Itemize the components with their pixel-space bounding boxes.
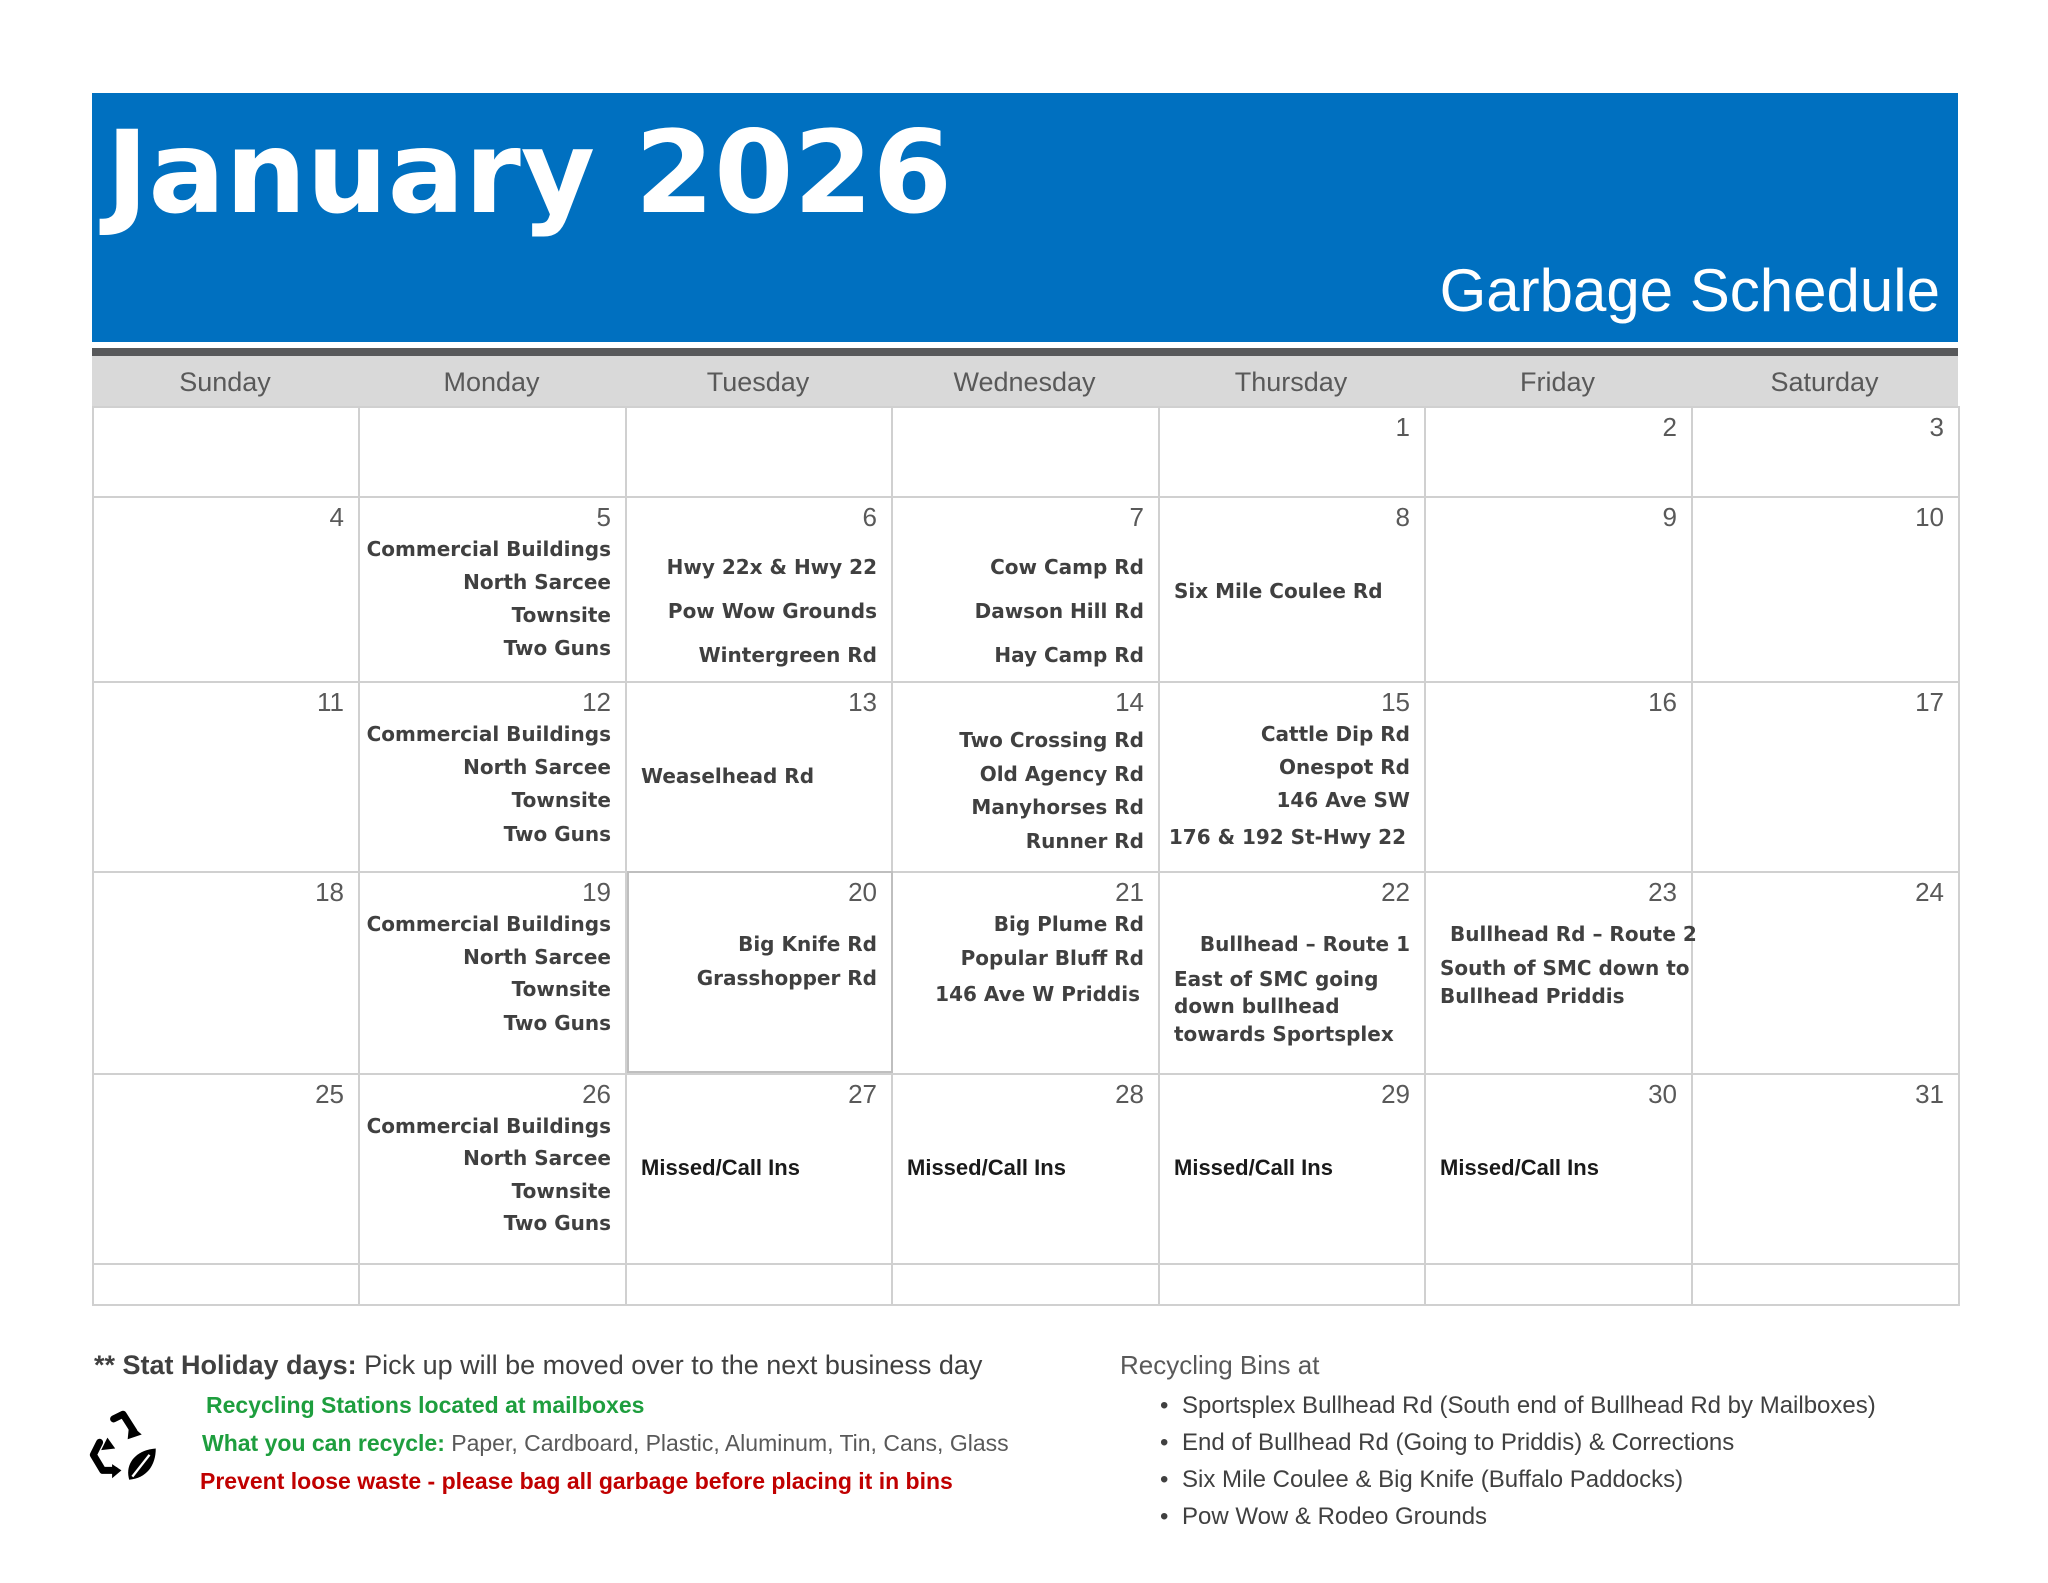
route-entry: 176 & 192 St-Hwy 22 (1168, 825, 1406, 849)
day-cell (1693, 496, 1960, 681)
stat-prefix: ** (94, 1350, 123, 1380)
day-cell (94, 1263, 360, 1306)
route-entry: Commercial Buildings (366, 912, 611, 936)
route-entry: Commercial Buildings (366, 1114, 611, 1138)
day-number: 24 (1915, 877, 1944, 907)
weekday-label: Thursday (1234, 367, 1348, 397)
divider (92, 348, 1958, 356)
day-cell (94, 1073, 360, 1263)
calendar-grid (92, 406, 1958, 1306)
route-entry: Cow Camp Rd (990, 555, 1144, 579)
day-cell (1426, 406, 1693, 496)
day-cell (893, 1263, 1160, 1306)
weekday-label: Tuesday (706, 367, 810, 397)
stat-holiday-note (94, 1350, 982, 1381)
route-entry: Manyhorses Rd (971, 795, 1144, 819)
day-cell (1160, 1263, 1426, 1306)
route-entry: Two Guns (503, 822, 611, 846)
day-cell (94, 871, 360, 1073)
day-number: 19 (582, 877, 611, 907)
route-entry: Two Guns (503, 1011, 611, 1035)
route-entry: Big Plume Rd (993, 912, 1144, 936)
route-entry: towards Sportsplex (1174, 1022, 1394, 1046)
route-entry: Six Mile Coulee Rd (1174, 579, 1383, 603)
day-number: 18 (315, 877, 344, 907)
day-cell (893, 406, 1160, 496)
day-cell (1426, 1263, 1693, 1306)
day-cell (627, 1263, 893, 1306)
day-number: 14 (1115, 687, 1144, 717)
what-recycle-note (202, 1430, 1009, 1457)
route-entry: Dawson Hill Rd (974, 599, 1144, 623)
day-number: 29 (1381, 1079, 1410, 1109)
day-number: 31 (1915, 1079, 1944, 1109)
route-entry: Two Guns (503, 1211, 611, 1235)
route-entry: Bullhead – Route 1 (1199, 932, 1410, 956)
route-entry: Weaselhead Rd (641, 764, 815, 788)
day-cell (1426, 496, 1693, 681)
day-cell (360, 406, 627, 496)
day-cell (1693, 871, 1960, 1073)
route-entry: South of SMC down to (1440, 956, 1690, 980)
day-cell (627, 406, 893, 496)
day-cell (1693, 1263, 1960, 1306)
day-cell (1693, 681, 1960, 871)
route-entry: North Sarcee (463, 945, 611, 969)
day-number: 22 (1381, 877, 1410, 907)
route-entry: Bullhead Priddis (1440, 984, 1625, 1008)
recycle-icon (84, 1408, 162, 1486)
route-entry: Townsite (511, 788, 611, 812)
bin-location: • End of Bullhead Rd (Going to Priddis) & Corrections (1182, 1429, 1734, 1457)
day-number: 30 (1648, 1079, 1677, 1109)
bin-location: • Pow Wow & Rodeo Grounds (1182, 1503, 1487, 1531)
route-entry: Bullhead Rd – Route 2 (1450, 922, 1697, 946)
weekday-label: Sunday (179, 367, 271, 397)
what-text: Paper, Cardboard, Plastic, Aluminum, Tin, Cans, Glass (444, 1430, 1009, 1456)
route-entry: Onespot Rd (1278, 755, 1410, 779)
day-number: 20 (848, 877, 877, 907)
what-label: What you can recycle: (202, 1430, 445, 1456)
day-cell (893, 871, 1160, 1073)
route-entry: Grasshopper Rd (696, 966, 877, 990)
day-cell (360, 496, 627, 681)
day-cell (893, 681, 1160, 871)
day-number: 23 (1648, 877, 1677, 907)
weekday-label: Friday (1519, 367, 1595, 397)
route-entry: Cattle Dip Rd (1260, 722, 1410, 746)
route-entry: North Sarcee (463, 570, 611, 594)
day-cell (1426, 681, 1693, 871)
weekday-label: Saturday (1770, 367, 1879, 397)
day-cell (360, 871, 627, 1073)
stat-text: Pick up will be moved over to the next business day (356, 1350, 983, 1380)
route-entry: Two Guns (503, 636, 611, 660)
route-entry: down bullhead (1174, 994, 1340, 1018)
day-number: 1 (1395, 412, 1410, 442)
day-number: 6 (862, 502, 877, 532)
route-entry: North Sarcee (463, 755, 611, 779)
prevent-waste-note: Prevent loose waste - please bag all garbage before placing it in bins (200, 1468, 953, 1494)
day-cell (1426, 871, 1697, 1073)
day-cell (1160, 496, 1426, 681)
day-number: 17 (1915, 687, 1944, 717)
day-cell (1160, 871, 1426, 1073)
weekday-header (92, 356, 1958, 406)
day-number: 12 (582, 687, 611, 717)
route-entry: Two Crossing Rd (959, 728, 1144, 752)
day-number: 11 (317, 687, 344, 717)
day-cell (627, 681, 893, 871)
stat-label: Stat Holiday days: (122, 1350, 357, 1380)
day-number: 4 (329, 502, 344, 532)
route-entry: Hay Camp Rd (994, 643, 1144, 667)
missed-call-ins: Missed/Call Ins (641, 1155, 800, 1180)
route-entry: Commercial Buildings (366, 722, 611, 746)
day-number: 16 (1648, 687, 1677, 717)
weekday-label: Monday (443, 367, 540, 397)
route-entry: Townsite (511, 977, 611, 1001)
day-number: 8 (1395, 502, 1410, 532)
day-cell (627, 871, 893, 1073)
missed-call-ins: Missed/Call Ins (1174, 1155, 1333, 1180)
day-number: 2 (1662, 412, 1677, 442)
route-entry: Big Knife Rd (738, 932, 877, 956)
day-number: 10 (1915, 502, 1944, 532)
route-entry: North Sarcee (463, 1146, 611, 1170)
day-number: 3 (1929, 412, 1944, 442)
route-entry: East of SMC going (1174, 967, 1379, 991)
day-cell (360, 1073, 627, 1263)
recycling-bins-heading: Recycling Bins at (1120, 1350, 1320, 1380)
day-number: 26 (582, 1079, 611, 1109)
day-number: 13 (848, 687, 877, 717)
route-entry: Wintergreen Rd (698, 643, 877, 667)
day-number: 25 (315, 1079, 344, 1109)
day-cell (893, 496, 1160, 681)
day-number: 15 (1381, 687, 1410, 717)
day-number: 7 (1129, 502, 1144, 532)
route-entry: Old Agency Rd (979, 762, 1144, 786)
day-cell (1693, 406, 1960, 496)
route-entry: 146 Ave SW (1276, 788, 1410, 812)
route-entry: Runner Rd (1025, 829, 1144, 853)
day-cell (1160, 1073, 1426, 1263)
day-cell (94, 681, 360, 871)
day-cell (1160, 681, 1426, 871)
day-cell (360, 1263, 627, 1306)
recycling-stations-note: Recycling Stations located at mailboxes (206, 1392, 645, 1418)
day-cell (94, 406, 360, 496)
weekday-label: Wednesday (953, 367, 1096, 397)
missed-call-ins: Missed/Call Ins (1440, 1155, 1599, 1180)
day-cell (1426, 1073, 1693, 1263)
day-cell (360, 681, 627, 871)
page-title: January 2026 (106, 106, 953, 239)
day-cell (1160, 406, 1426, 496)
day-cell (627, 496, 893, 681)
day-cell (1693, 1073, 1960, 1263)
day-cell (94, 496, 360, 681)
route-entry: Popular Bluff Rd (960, 946, 1144, 970)
route-entry: Townsite (511, 1179, 611, 1203)
header-banner (92, 93, 1958, 342)
route-entry: Hwy 22x & Hwy 22 (666, 555, 877, 579)
route-entry: Townsite (511, 603, 611, 627)
missed-call-ins: Missed/Call Ins (907, 1155, 1066, 1180)
day-cell (893, 1073, 1160, 1263)
route-entry: Commercial Buildings (366, 537, 611, 561)
day-number: 21 (1115, 877, 1144, 907)
route-entry: Pow Wow Grounds (667, 599, 877, 623)
day-cell (627, 1073, 893, 1263)
day-number: 5 (596, 502, 611, 532)
bin-location: • Sportsplex Bullhead Rd (South end of Bullhead Rd by Mailboxes) (1182, 1392, 1876, 1420)
route-entry: 146 Ave W Priddis (935, 982, 1140, 1006)
day-number: 27 (848, 1079, 877, 1109)
day-number: 28 (1115, 1079, 1144, 1109)
day-number: 9 (1662, 502, 1677, 532)
page-subtitle: Garbage Schedule (1439, 257, 1940, 324)
bin-location: • Six Mile Coulee & Big Knife (Buffalo Paddocks) (1182, 1466, 1683, 1494)
